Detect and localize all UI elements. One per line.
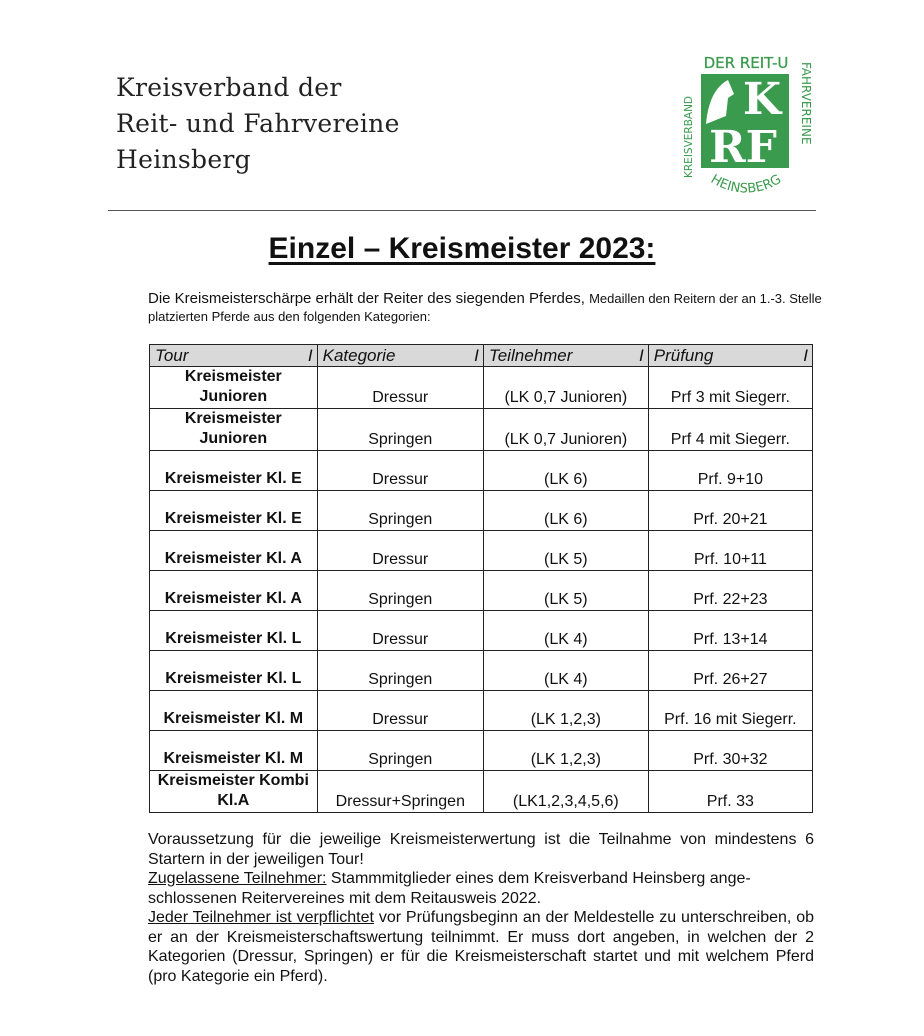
table-row bbox=[150, 409, 813, 451]
cell-tour: Kreismeister Kl. M bbox=[150, 691, 318, 731]
cell-pruefung: Prf. 20+21 bbox=[648, 491, 812, 531]
table-row bbox=[150, 367, 813, 409]
kreismeister-table bbox=[149, 344, 813, 813]
participants-text: Stammmitglieder eines dem Kreisverband Heinsberg ange-schlossenen Reitervereines mit dem Reitausweis 2022. bbox=[148, 870, 751, 907]
table-header-row bbox=[150, 345, 813, 367]
table-row bbox=[150, 651, 813, 691]
table-row bbox=[150, 571, 813, 611]
cell-teilnehmer: (LK 5) bbox=[483, 571, 648, 611]
intro-small: Medaillen den Reitern der an 1.-3. Stelle platzierten Pferde aus den folgenden Kategorien: bbox=[148, 291, 822, 324]
intro-main: Die Kreismeisterschärpe erhält der Reiter des siegenden Pferdes, bbox=[148, 290, 585, 307]
cell-pruefung: Prf. 13+14 bbox=[648, 611, 812, 651]
logo-right-text: FAHRVEREINE bbox=[799, 62, 813, 145]
cell-kategorie: Dressur bbox=[317, 451, 483, 491]
cell-teilnehmer: (LK 1,2,3) bbox=[483, 691, 648, 731]
footer-obligation bbox=[148, 908, 814, 986]
cell-kategorie: Springen bbox=[317, 409, 483, 451]
cell-kategorie: Dressur bbox=[317, 367, 483, 409]
org-name-line-3: Heinsberg bbox=[116, 145, 251, 174]
header-pruefung: Prüfung I bbox=[648, 345, 812, 367]
cell-pruefung: Prf. 26+27 bbox=[648, 651, 812, 691]
cell-tour: Kreismeister Kl. E bbox=[150, 491, 318, 531]
table-row bbox=[150, 491, 813, 531]
logo-left-text: KREISVERBAND bbox=[683, 95, 695, 178]
cell-tour: Kreismeister Kl. E bbox=[150, 451, 318, 491]
cell-teilnehmer: (LK 5) bbox=[483, 531, 648, 571]
cell-kategorie: Dressur+Springen bbox=[317, 771, 483, 813]
cell-teilnehmer: (LK 4) bbox=[483, 611, 648, 651]
logo-top-text: DER REIT-U bbox=[703, 54, 789, 72]
cell-pruefung: Prf. 33 bbox=[648, 771, 812, 813]
cell-tour: Kreismeister Kl. L bbox=[150, 651, 318, 691]
obligation-text: vor Prüfungsbeginn an der Meldestelle zu unterschreiben, ob er an der Kreismeisterschaftswertung teilnimmt. Er muss dort angeben, in welchen der 2 Kategorien (Dressur, Springen) er für die Kreismeisterschaft startet und mit welchem Pferd (pro Kategorie ein Pferd). bbox=[148, 909, 814, 985]
cell-kategorie: Springen bbox=[317, 491, 483, 531]
cell-pruefung: Prf 4 mit Siegerr. bbox=[648, 409, 812, 451]
footer-participants bbox=[148, 869, 814, 908]
table-row bbox=[150, 611, 813, 651]
obligation-label: Jeder Teilnehmer ist verpflichtet bbox=[148, 909, 374, 926]
header-tour: Tour I bbox=[150, 345, 318, 367]
cell-kategorie: Dressur bbox=[317, 531, 483, 571]
logo-bottom-text: HEINSBERG bbox=[708, 172, 784, 197]
organization-name bbox=[116, 70, 400, 178]
table-row bbox=[150, 531, 813, 571]
logo-bottom-text-container bbox=[708, 172, 784, 197]
table-row bbox=[150, 771, 813, 813]
cell-kategorie: Springen bbox=[317, 651, 483, 691]
cell-pruefung: Prf. 16 mit Siegerr. bbox=[648, 691, 812, 731]
cell-teilnehmer: (LK 0,7 Junioren) bbox=[483, 367, 648, 409]
table-row bbox=[150, 451, 813, 491]
cell-teilnehmer: (LK 0,7 Junioren) bbox=[483, 409, 648, 451]
cell-teilnehmer: (LK 1,2,3) bbox=[483, 731, 648, 771]
logo-letter-k: K bbox=[742, 74, 782, 125]
cell-tour: Kreismeister Kl. M bbox=[150, 731, 318, 771]
cell-tour: Kreismeister Kombi Kl.A bbox=[150, 771, 318, 813]
header-divider bbox=[108, 210, 816, 211]
cell-tour: Kreismeister Kl. L bbox=[150, 611, 318, 651]
header-teilnehmer: Teilnehmer I bbox=[483, 345, 648, 367]
org-name-line-1: Kreisverband der bbox=[116, 73, 342, 102]
page-title: Einzel – Kreismeister 2023: bbox=[268, 232, 656, 265]
cell-pruefung: Prf. 22+23 bbox=[648, 571, 812, 611]
cell-kategorie: Dressur bbox=[317, 611, 483, 651]
cell-kategorie: Dressur bbox=[317, 691, 483, 731]
cell-tour: Kreismeister Junioren bbox=[150, 409, 318, 451]
logo-letters-rf: RF bbox=[709, 122, 777, 173]
footer-text bbox=[148, 830, 814, 986]
cell-tour: Kreismeister Kl. A bbox=[150, 571, 318, 611]
table-row bbox=[150, 731, 813, 771]
intro-text bbox=[148, 290, 828, 326]
cell-pruefung: Prf. 9+10 bbox=[648, 451, 812, 491]
cell-pruefung: Prf. 10+11 bbox=[648, 531, 812, 571]
footer-requirement: Voraussetzung für die jeweilige Kreismeisterwertung ist die Teilnahme von mindestens 6 Startern in der jeweiligen Tour! bbox=[148, 831, 814, 868]
cell-teilnehmer: (LK 6) bbox=[483, 451, 648, 491]
table-row bbox=[150, 691, 813, 731]
cell-pruefung: Prf. 30+32 bbox=[648, 731, 812, 771]
cell-pruefung: Prf 3 mit Siegerr. bbox=[648, 367, 812, 409]
participants-label: Zugelassene Teilnehmer: bbox=[148, 870, 327, 887]
cell-kategorie: Springen bbox=[317, 571, 483, 611]
org-name-line-2: Reit- und Fahrvereine bbox=[116, 109, 400, 138]
cell-tour: Kreismeister Junioren bbox=[150, 367, 318, 409]
cell-tour: Kreismeister Kl. A bbox=[150, 531, 318, 571]
krf-logo bbox=[676, 50, 816, 210]
cell-kategorie: Springen bbox=[317, 731, 483, 771]
cell-teilnehmer: (LK 4) bbox=[483, 651, 648, 691]
cell-teilnehmer: (LK 6) bbox=[483, 491, 648, 531]
header-kategorie: Kategorie I bbox=[317, 345, 483, 367]
cell-teilnehmer: (LK1,2,3,4,5,6) bbox=[483, 771, 648, 813]
